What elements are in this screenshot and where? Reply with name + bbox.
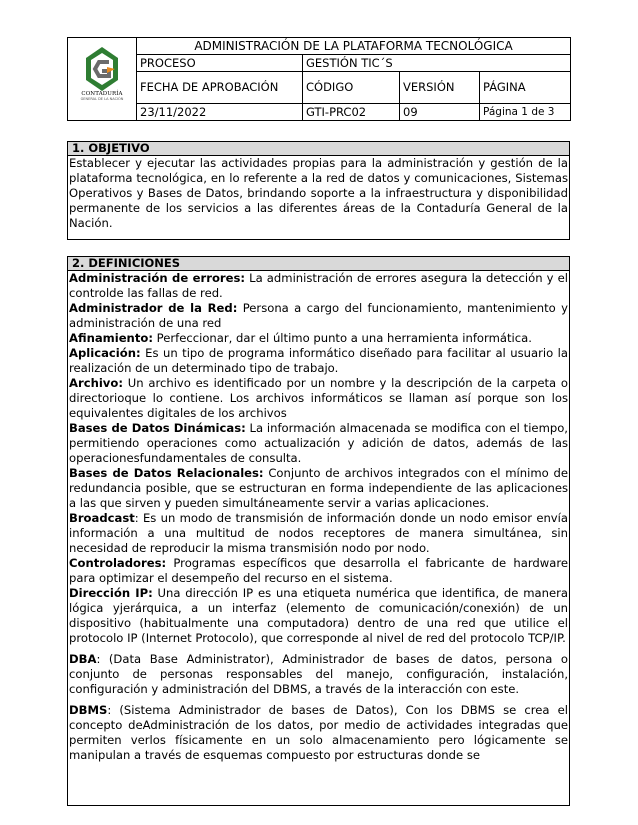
objetivo-text: Establecer y ejecutar las actividades propias para la administración y gestión de la plataforma tecnológica, en lo referente a la red de datos y comunicaciones, Sistemas Operativos y Bases de Datos, brindando soporte a la infraestructura y disponibilidad permanente de los servicios a las diferentes áreas de la Contaduría General de la Nación. [69,156,568,230]
codigo-label: CÓDIGO [303,72,400,104]
definition-item [69,511,568,556]
definition-text: : (Sistema Administrador de bases de Datos), Con los DBMS se crea el concepto deAdministración de los datos, por medio de actividades integradas que permiten verlos físicamente en un solo almacenamiento pero lógicamente se manipulan a través de esquemas compuesto por estructuras donde se [69,703,568,762]
definition-text: La información almacenada se modifica con el tiempo, permitiendo operaciones como actualización y adición de datos, además de las operacionesfundamentales de consulta. [69,421,568,465]
definiciones-heading: 2. DEFINICIONES [68,257,569,271]
definition-text: Es un tipo de programa informático diseñado para facilitar al usuario la realización de un determinado tipo de trabajo. [69,346,568,375]
logo-cell [68,38,137,121]
definition-text: Persona a cargo del funcionamiento, mantenimiento y administración de una red [69,301,568,330]
definition-item [69,301,568,331]
objetivo-heading: 1. OBJETIVO [68,142,569,156]
definition-item [69,271,568,301]
pagina-value: Página 1 de 3 [480,104,571,121]
definition-item [69,376,568,421]
definition-text: : Es un modo de transmisión de información donde un nodo emisor envía información a una multitud de nodos receptores de manera simultánea, sin necesidad de reproducir la misma transmisión nodo por nodo. [69,511,568,555]
logo-emblem-icon [85,47,119,91]
definition-item [69,331,568,346]
definition-item [69,703,568,763]
definition-term: Broadcast [69,511,135,525]
definition-text: Perfeccionar, dar el último punto a una herramienta informática. [152,331,532,345]
definition-term: Bases de Datos Relacionales: [69,466,264,480]
document-title: ADMINISTRACIÓN DE LA PLATAFORMA TECNOLÓGICA [137,38,571,55]
proceso-label: PROCESO [137,55,303,72]
definition-item [69,556,568,586]
contaduria-logo [72,47,132,111]
definition-term: Administrador de la Red: [69,301,238,315]
definition-term: Bases de Datos Dinámicas: [69,421,246,435]
version-label: VERSIÓN [400,72,480,104]
definition-term: Afinamiento: [69,331,153,345]
proceso-value: GESTIÓN TIC´S [303,55,571,72]
definition-term: Administración de errores: [69,271,246,285]
definition-term: DBA [69,652,97,666]
logo-subtext: GENERAL DE LA NACIÓN [80,97,124,101]
definition-text: Un archivo es identificado por un nombre y la descripción de la carpeta o directorioque lo contiene. Los archivos informáticos se llaman así porque son los equivalentes digitales de los archivos [69,376,568,420]
objetivo-section [67,141,570,240]
definition-term: DBMS [69,703,108,717]
version-value: 09 [400,104,480,121]
document-header [67,37,571,121]
definition-text: Programas específicos que desarrolla el fabricante de hardware para optimizar el desempeño del recurso en el sistema. [69,556,568,585]
pagina-label: PÁGINA [480,72,571,104]
definition-item [69,346,568,376]
definition-text: La administración de errores asegura la detección y el controlde las fallas de red. [69,271,568,300]
definition-item [69,586,568,646]
logo-text: CONTADURÍA [81,91,123,97]
definition-term: Archivo: [69,376,123,390]
definition-term: Aplicación: [69,346,141,360]
definiciones-list [68,271,569,763]
codigo-value: GTI-PRC02 [303,104,400,121]
fecha-label: FECHA DE APROBACIÓN [137,72,303,104]
definition-term: Controladores: [69,556,167,570]
fecha-value: 23/11/2022 [137,104,303,121]
definiciones-section [67,256,570,806]
definition-text: : (Data Base Administrator), Administrador de bases de datos, persona o conjunto de personas responsables del manejo, configuración, instalación, configuración y administración del DBMS, a través de la interacción con este. [69,652,568,696]
definition-text: Una dirección IP es una etiqueta numérica que identifica, de manera lógica yjerárquica, a un interfaz (elemento de comunicación/conexión) de un dispositivo (habitualmente una computadora) dentro de una red que utilice el protocolo IP (Internet Protocolo), que corresponde al nivel de red del protocolo TCP/IP. [69,586,568,645]
definition-item [69,421,568,466]
definition-text: Conjunto de archivos integrados con el mínimo de redundancia posible, que se estructuran en forma independiente de las aplicaciones a las que sirven y pueden simultáneamente servir a varias aplicaciones. [69,466,568,510]
definition-item [69,466,568,511]
definition-item [69,652,568,697]
definition-term: Dirección IP: [69,586,153,600]
